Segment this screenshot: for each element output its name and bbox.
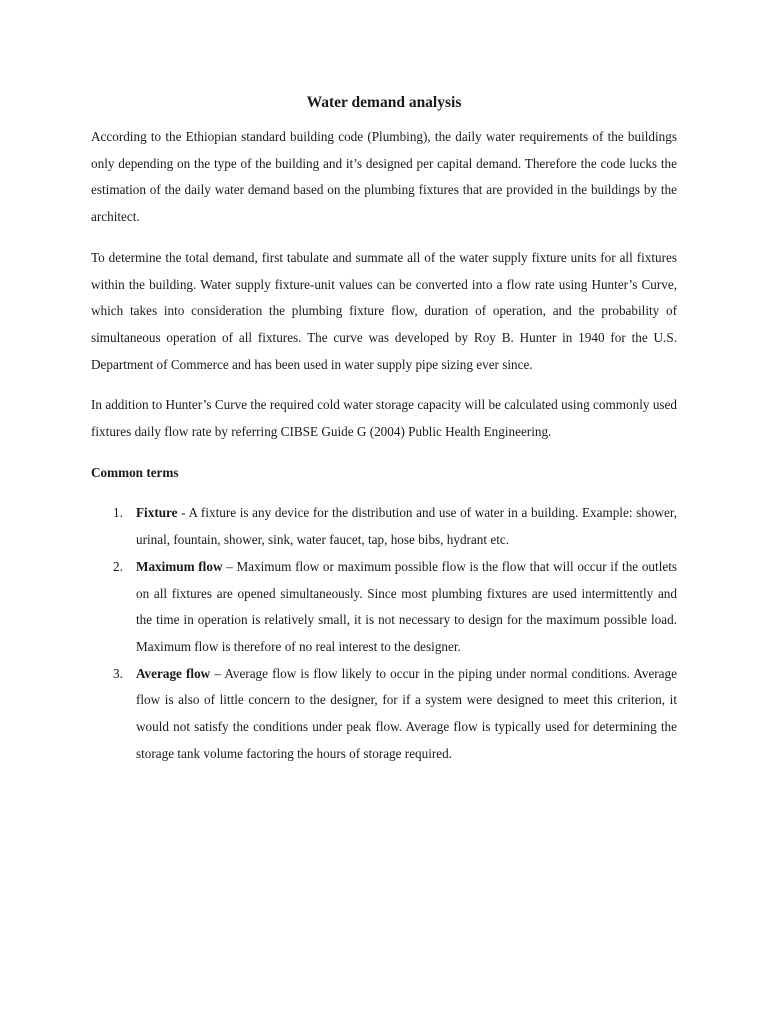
term-definition: A fixture is any device for the distribution and use of water in a building. Example: shower, urinal, fountain, shower, sink, water faucet, tap, hose bibs, hydrant etc. <box>136 505 677 548</box>
paragraph-storage-capacity: In addition to Hunter’s Curve the required cold water storage capacity will be calculated using commonly used fixtures daily flow rate by referring CIBSE Guide G (2004) Public Health Engineering. <box>91 397 677 440</box>
term-name: Average flow <box>136 665 211 681</box>
term-number: 1. <box>113 505 123 521</box>
paragraph-intro: According to the Ethiopian standard building code (Plumbing), the daily water requirements of the buildings only depending on the type of the building and it’s designed per capital demand. Therefore the code lucks the estimation of the daily water demand based on the plumbing fixtures that are provided in the buildings by the architect. <box>91 129 677 225</box>
term-definition: Maximum flow or maximum possible flow is the flow that will occur if the outlets on all fixtures are opened simultaneously. Since most plumbing fixtures are used intermittently and the time in operation is relatively small, it is not necessary to design for the maximum possible load. Maximum flow is therefore of no real interest to the designer. <box>136 558 678 654</box>
term-number: 2. <box>113 558 123 574</box>
page-title: Water demand analysis <box>306 94 462 111</box>
term-definition: Average flow is flow likely to occur in the piping under normal conditions. Average flow is also of little concern to the designer, for if a system were designed to meet this criterion, it would not satisfy the conditions under peak flow. Average flow is typically used for determining the storage tank volume factoring the hours of storage required. <box>136 665 677 761</box>
paragraph-hunters-curve: To determine the total demand, first tabulate and summate all of the water supply fixture units for all fixtures within the building. Water supply fixture-unit values can be converted into a flow rate using Hunter’s Curve, which takes into consideration the plumbing fixture flow, duration of operation, and the probability of simultaneous operation of all fixtures. The curve was developed by Roy B. Hunter in 1940 for the U.S. Department of Commerce and has been used in water supply pipe sizing ever since. <box>91 249 677 372</box>
term-item-maximum-flow <box>91 554 677 661</box>
section-heading: Common terms <box>91 464 179 480</box>
term-name: Fixture <box>136 505 178 521</box>
term-name: Maximum flow <box>136 558 223 574</box>
term-separator: – <box>222 558 237 574</box>
term-item-fixture <box>91 500 677 553</box>
term-item-average-flow <box>91 661 677 768</box>
terms-list <box>91 500 677 767</box>
term-number: 3. <box>113 665 123 681</box>
document-page <box>91 90 677 767</box>
term-separator: – <box>210 665 225 681</box>
term-separator: - <box>177 505 189 521</box>
